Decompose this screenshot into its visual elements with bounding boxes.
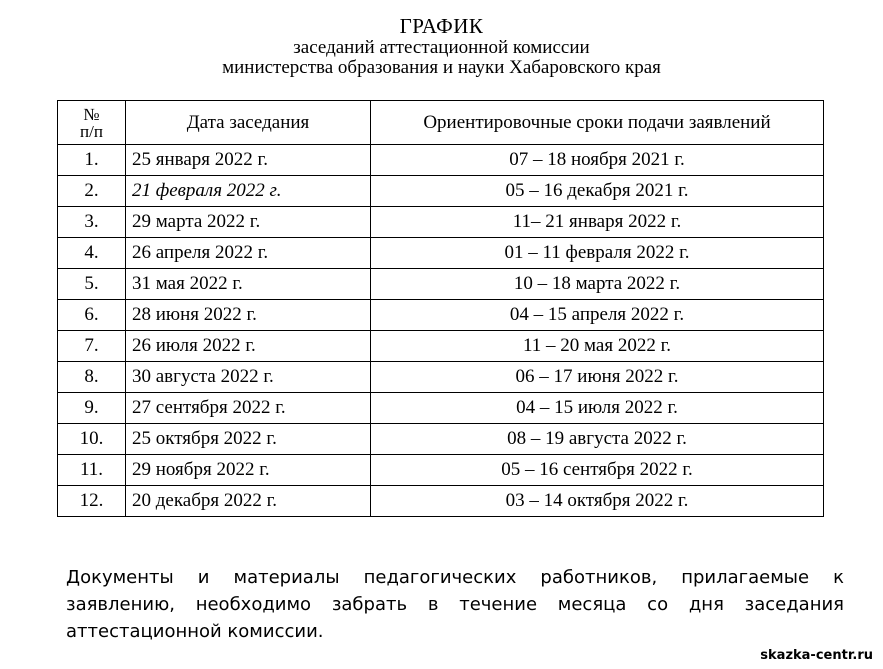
header-number-abbrev: п/п [80, 121, 103, 141]
submission-period: 06 – 17 июня 2022 г. [371, 362, 824, 393]
table-row [58, 331, 824, 362]
meeting-date: 29 марта 2022 г. [126, 207, 371, 238]
row-number: 6. [58, 300, 126, 331]
submission-period: 07 – 18 ноября 2021 г. [371, 145, 824, 176]
table-row [58, 424, 824, 455]
submission-period: 11 – 20 мая 2022 г. [371, 331, 824, 362]
submission-period: 01 – 11 февраля 2022 г. [371, 238, 824, 269]
table-row [58, 145, 824, 176]
document-title: ГРАФИК [399, 14, 484, 38]
row-number: 7. [58, 331, 126, 362]
footnote-line: заявлению, необходимо забрать в течение месяца со дня заседания [66, 594, 844, 615]
meeting-date: 31 мая 2022 г. [126, 269, 371, 300]
meeting-date: 26 апреля 2022 г. [126, 238, 371, 269]
row-number: 3. [58, 207, 126, 238]
footnote-paragraph [66, 564, 844, 645]
table-header-row [58, 101, 824, 145]
footnote-line: Документы и материалы педагогических работников, прилагаемые к [66, 567, 844, 588]
submission-period: 05 – 16 декабря 2021 г. [371, 176, 824, 207]
watermark: skazka-centr.ru [760, 648, 873, 663]
header-period: Ориентировочные сроки подачи заявлений [371, 101, 824, 145]
submission-period: 05 – 16 сентября 2022 г. [371, 455, 824, 486]
footnote-line: аттестационной комиссии. [66, 621, 324, 642]
table-row [58, 393, 824, 424]
row-number: 2. [58, 176, 126, 207]
meeting-date: 27 сентября 2022 г. [126, 393, 371, 424]
submission-period: 04 – 15 июля 2022 г. [371, 393, 824, 424]
submission-period: 03 – 14 октября 2022 г. [371, 486, 824, 517]
table-row [58, 269, 824, 300]
row-number: 4. [58, 238, 126, 269]
table-row [58, 362, 824, 393]
submission-period: 11– 21 января 2022 г. [371, 207, 824, 238]
schedule-table [57, 100, 824, 517]
header-number [58, 101, 126, 145]
table-row [58, 455, 824, 486]
document-subtitle-line2: министерства образования и науки Хабаровского края [222, 57, 661, 78]
submission-period: 08 – 19 августа 2022 г. [371, 424, 824, 455]
row-number: 10. [58, 424, 126, 455]
table-row [58, 207, 824, 238]
meeting-date: 25 января 2022 г. [126, 145, 371, 176]
meeting-date: 20 декабря 2022 г. [126, 486, 371, 517]
table-row [58, 176, 824, 207]
row-number: 8. [58, 362, 126, 393]
header-date: Дата заседания [126, 101, 371, 145]
table-row [58, 238, 824, 269]
document-header [0, 14, 883, 78]
meeting-date: 29 ноября 2022 г. [126, 455, 371, 486]
meeting-date: 25 октября 2022 г. [126, 424, 371, 455]
row-number: 12. [58, 486, 126, 517]
row-number: 11. [58, 455, 126, 486]
row-number: 9. [58, 393, 126, 424]
submission-period: 10 – 18 марта 2022 г. [371, 269, 824, 300]
header-number-symbol: № [83, 104, 100, 124]
row-number: 1. [58, 145, 126, 176]
meeting-date: 28 июня 2022 г. [126, 300, 371, 331]
document-subtitle-line1: заседаний аттестационной комиссии [293, 37, 590, 58]
submission-period: 04 – 15 апреля 2022 г. [371, 300, 824, 331]
meeting-date: 21 февраля 2022 г. [126, 176, 371, 207]
table-row [58, 486, 824, 517]
row-number: 5. [58, 269, 126, 300]
meeting-date: 30 августа 2022 г. [126, 362, 371, 393]
meeting-date: 26 июля 2022 г. [126, 331, 371, 362]
table-row [58, 300, 824, 331]
